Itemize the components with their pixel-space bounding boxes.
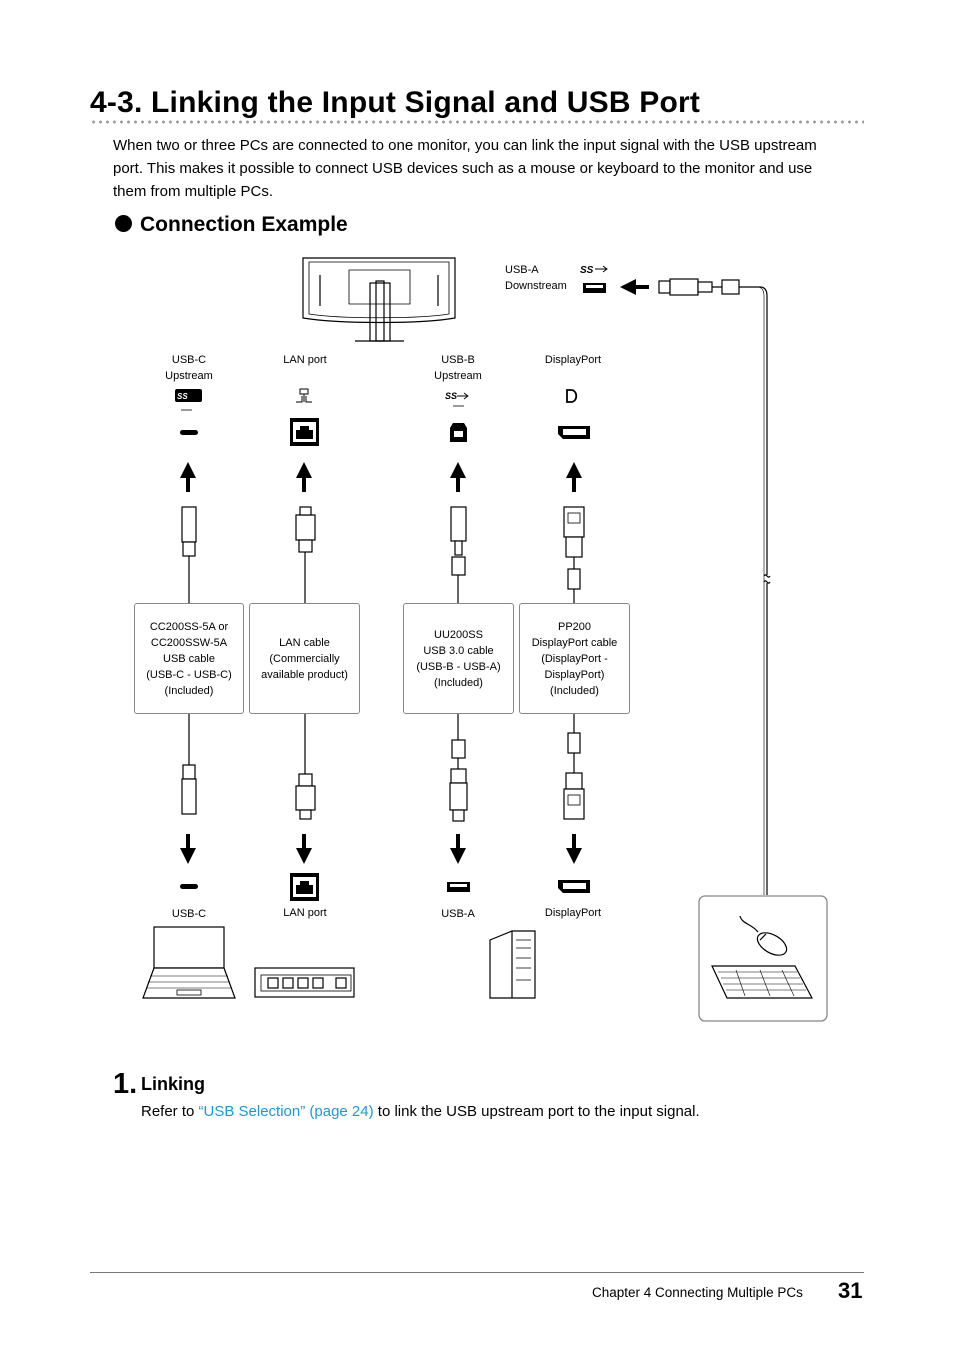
cable-usb-b-line3: (USB-B - USB-A) [416, 660, 501, 673]
up-arrows [188, 470, 574, 492]
usb-a-downstream-label-line1: USB-A [505, 264, 539, 276]
cable-lan-line1: LAN cable [279, 636, 330, 649]
usb-a-plug-illustration [659, 279, 760, 295]
usb-a-downstream-port [580, 265, 607, 293]
usb-b-upstream-label-line2: Upstream [434, 370, 482, 382]
cable-usb-b-line4: (Included) [434, 676, 483, 689]
device-usb-a-label: USB-A [441, 908, 475, 920]
cable-usb-b-line1: UU200SS [434, 628, 483, 641]
usb-a-device-port-icon [447, 882, 470, 892]
step-text [141, 1103, 700, 1120]
lan-port-icon [290, 389, 319, 446]
displayport-plug-bottom [564, 713, 584, 819]
usb-a-downstream-label-line2: Downstream [505, 280, 567, 292]
down-arrows [188, 834, 574, 856]
lan-plug-bottom [296, 713, 315, 819]
usb-selection-link[interactable]: “USB Selection” (page 24) [198, 1103, 374, 1120]
monitor-illustration [303, 258, 455, 341]
step-text-after: to link the USB upstream port to the input signal. [373, 1103, 700, 1120]
keyboard-icon [712, 966, 812, 998]
cable-usb-c-line2: CC200SSW-5A [150, 636, 228, 649]
keyboard-mouse-box [699, 896, 827, 1021]
usb-c-upstream-label [149, 352, 229, 384]
cable-box-usb-b [403, 603, 514, 714]
keyboard-cable [760, 287, 770, 895]
cable-dp-line3: (DisplayPort - [541, 652, 608, 665]
footer-divider [90, 1272, 864, 1273]
step-text-before: Refer to [141, 1103, 199, 1120]
cable-dp-line5: (Included) [550, 684, 599, 697]
usb-a-plug-bottom [450, 713, 467, 821]
usb-c-upstream-label-line1: USB-C [171, 354, 207, 366]
displayport-port-icon [558, 390, 590, 439]
laptop-icon [143, 927, 235, 998]
cable-usb-b-line2: USB 3.0 cable [423, 644, 494, 657]
usb-b-plug-top [451, 507, 466, 604]
cable-usb-c-line3: USB cable [163, 652, 215, 665]
device-lan-port-label: LAN port [283, 907, 327, 919]
svg-text:SS: SS [580, 265, 594, 276]
desktop-pc-icon [490, 931, 535, 998]
lan-plug-top [296, 507, 315, 604]
step-heading: Linking [141, 1074, 205, 1094]
usb-a-downstream-label [505, 262, 567, 294]
cable-dp-line4: DisplayPort) [544, 668, 605, 681]
cable-usb-c-line4: (USB-C - USB-C) [146, 668, 232, 681]
usb-c-device-port-icon [180, 884, 198, 889]
lan-port-label-line1: LAN port [283, 354, 327, 366]
displayport-device-port-icon [558, 880, 590, 893]
intro-paragraph: When two or three PCs are connected to one monitor, you can link the input signal with the USB upstream port. This makes it possible to connect USB devices such as a mouse or keyboard to the monitor and use them from multiple PCs. [113, 137, 817, 200]
svg-text:SS: SS [177, 392, 188, 401]
cable-usb-c-line1: CC200SS-5A or [149, 620, 229, 633]
displayport-label-line1: DisplayPort [544, 354, 602, 366]
cable-dp-line1: PP200 [557, 620, 592, 633]
cable-box-displayport [519, 603, 630, 714]
lan-device-port-icon [290, 873, 319, 901]
usb-c-upstream-label-line2: Upstream [165, 370, 213, 382]
network-switch-icon [255, 968, 354, 997]
cable-box-usb-c [134, 603, 244, 714]
step-number: 1. [113, 1068, 138, 1100]
device-displayport-label: DisplayPort [544, 907, 602, 919]
usb-b-upstream-port-icon [445, 391, 468, 442]
cable-lan-line2: (Commercially [269, 652, 340, 665]
device-usb-c-label: USB-C [171, 908, 207, 920]
usb-b-upstream-label [418, 352, 498, 384]
displayport-plug-top [564, 507, 584, 604]
usb-c-upstream-port-icon [175, 389, 202, 435]
svg-text:SS: SS [445, 391, 458, 401]
page-number: 31 [838, 1278, 863, 1303]
cable-lan-line3: available product) [261, 668, 348, 681]
section-heading-text: Connection Example [140, 213, 348, 236]
cable-usb-c-line5: (Included) [164, 684, 214, 697]
page-title: 4-3. Linking the Input Signal and USB Port [90, 86, 701, 119]
usb-c-plug-top [182, 507, 196, 604]
footer-chapter: Chapter 4 Connecting Multiple PCs [592, 1285, 803, 1300]
cable-box-lan [249, 603, 360, 714]
usb-b-upstream-label-line1: USB-B [441, 354, 475, 366]
usb-c-plug-bottom [182, 713, 196, 814]
lan-port-label [265, 352, 345, 368]
displayport-label [528, 352, 618, 368]
cable-dp-line2: DisplayPort cable [531, 636, 618, 649]
